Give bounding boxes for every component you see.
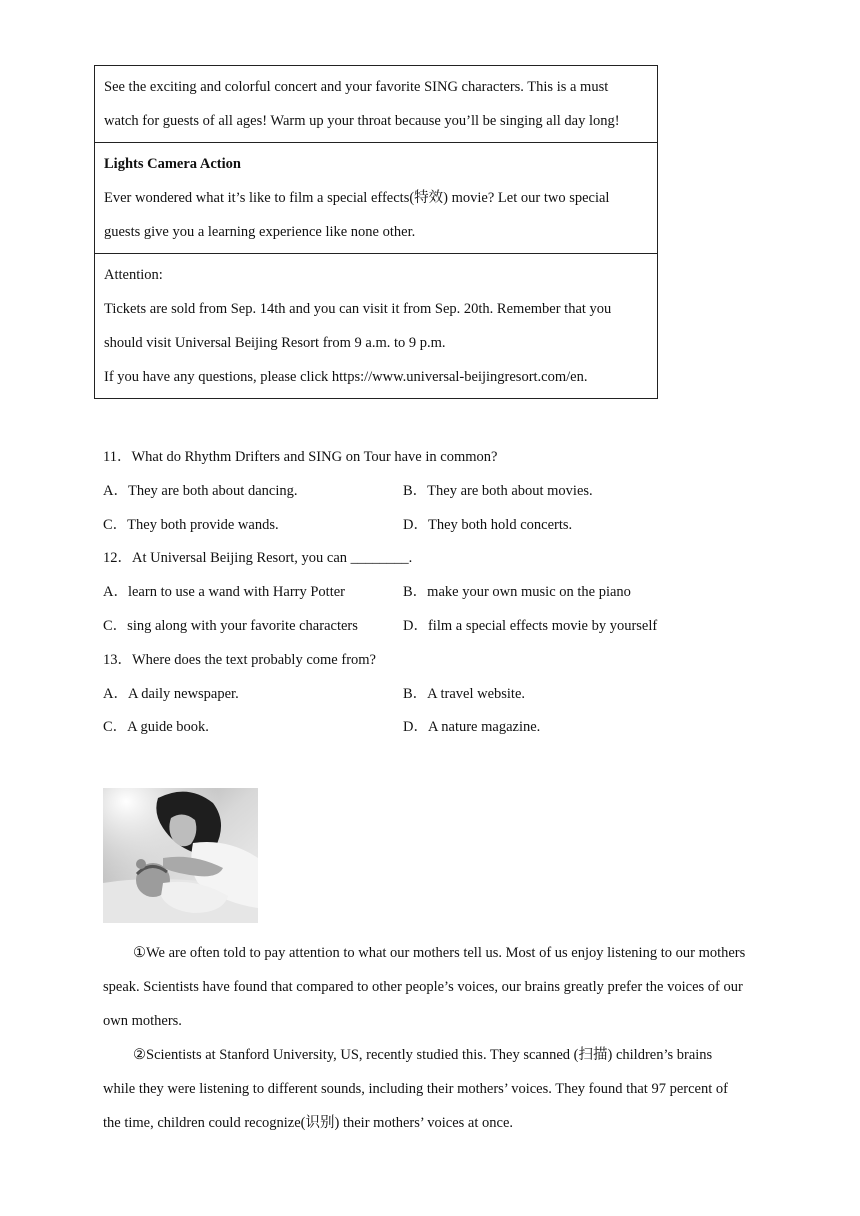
passage-line: mothers speak. Scientists have found that compared to other people’s voices, our brains greatly prefer the — [103, 945, 746, 995]
question-stem: 13．Where does the text probably come from? — [103, 651, 376, 668]
option-c: C．sing along with your favorite characters — [103, 617, 358, 634]
table-text-line: Ever wondered what it’s like to film a special effects(特效) movie? Let our two special — [104, 190, 610, 206]
table-text-line: If you have any questions, please click https://www.universal-beijingresort.com/en. — [104, 369, 588, 385]
photo-illustration — [103, 788, 258, 923]
passage-line: ②Scientists at Stanford University, US, recently studied this. They scanned (扫描) children’s brains — [133, 1047, 713, 1063]
table-text-line: Tickets are sold from Sep. 14th and you can visit it from Sep. 20th. Remember that you — [104, 301, 612, 317]
mother-child-photo — [103, 788, 258, 923]
option-b: B．make your own music on the piano — [403, 584, 631, 601]
option-a: A．learn to use a wand with Harry Potter — [103, 584, 346, 601]
option-c: C．A guide book. — [103, 719, 209, 736]
passage-line: ①We are often told to pay attention to what our mothers tell us. Most of us enjoy listening to our — [133, 945, 695, 961]
options-row — [103, 678, 743, 712]
table-text-line: guests give you a learning experience like none other. — [104, 224, 416, 240]
paragraph-2 — [103, 1038, 748, 1140]
table-cell-lights-camera-action — [95, 143, 657, 254]
options-row — [103, 610, 743, 644]
option-d: D．A nature magazine. — [403, 719, 541, 736]
paragraph-1 — [103, 936, 748, 1038]
passage-line: voices of our own mothers. — [103, 979, 743, 1029]
table-cell-attention — [95, 254, 657, 398]
options-row — [103, 475, 743, 509]
passage-line: while they were listening to different sounds, including their mothers’ voices. They found that 97 percent — [103, 1081, 713, 1097]
question-stem: 11．What do Rhythm Drifters and SING on Tour have in common? — [103, 449, 498, 465]
table-text-line: See the exciting and colorful concert and your favorite SING characters. This is a must — [104, 79, 609, 95]
option-a: A．A daily newspaper. — [103, 685, 239, 702]
options-row — [103, 509, 743, 543]
option-a: A．They are both about dancing. — [103, 482, 298, 499]
option-b: B．A travel website. — [403, 685, 526, 702]
question-stem: 12．At Universal Beijing Resort, you can ________. — [103, 550, 413, 567]
option-c: C．They both provide wands. — [103, 516, 279, 533]
table-text-line: watch for guests of all ages! Warm up your throat because you’ll be singing all day long! — [104, 113, 620, 129]
info-table — [94, 65, 658, 399]
options-row — [103, 711, 743, 745]
attention-label: Attention: — [104, 267, 163, 283]
passage-line: of the time, children could recognize(识别) their mothers’ voices at once. — [103, 1081, 728, 1131]
option-d: D．film a special effects movie by yourself — [403, 617, 658, 634]
table-text-line: should visit Universal Beijing Resort from 9 a.m. to 9 p.m. — [104, 335, 446, 351]
reading-passage — [103, 936, 748, 1140]
option-b: B．They are both about movies. — [403, 482, 593, 499]
questions-section — [103, 441, 743, 745]
table-cell-sing-on-tour — [95, 66, 657, 143]
options-row — [103, 576, 743, 610]
section-title: Lights Camera Action — [104, 156, 241, 172]
option-d: D．They both hold concerts. — [403, 516, 573, 533]
